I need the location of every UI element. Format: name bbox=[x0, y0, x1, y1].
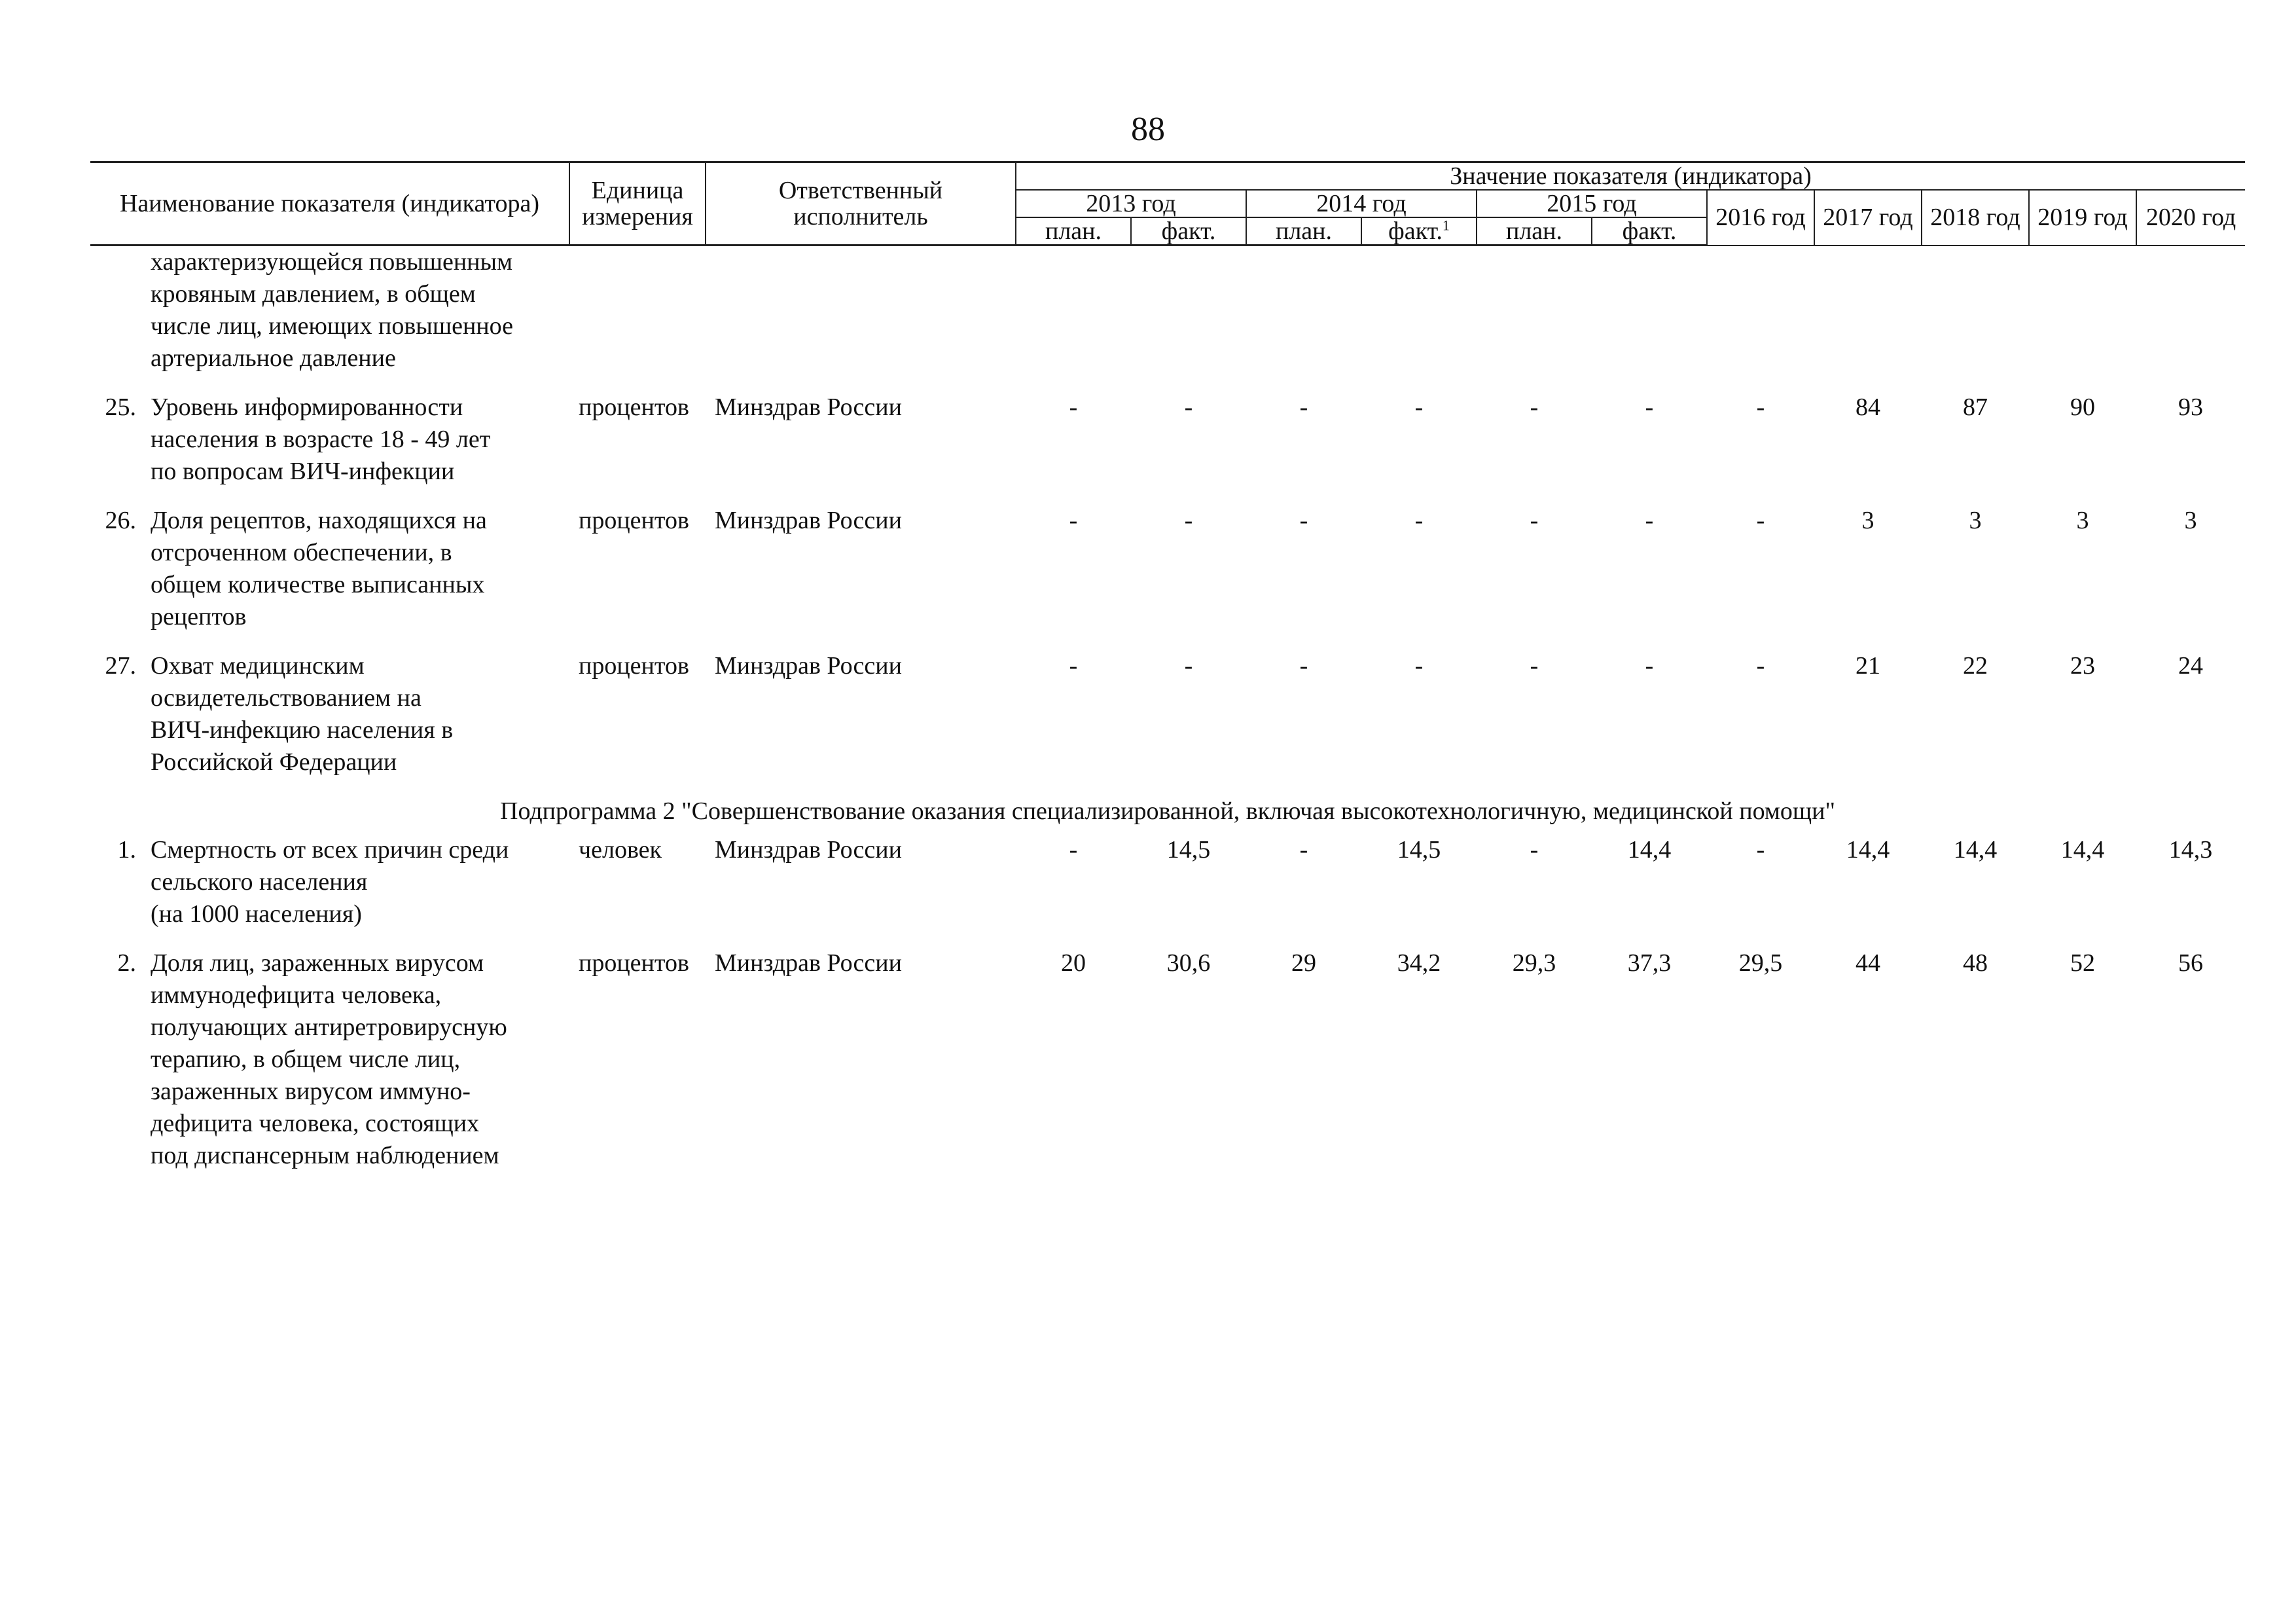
value-cell: 14,3 bbox=[2168, 836, 2213, 864]
value-cell: 93 bbox=[2178, 393, 2203, 421]
indicator-name-line: (на 1000 населения) bbox=[151, 900, 362, 928]
value-cell: 14,5 bbox=[1166, 836, 1211, 864]
footnote-marker: 1 bbox=[1442, 217, 1450, 234]
indicator-name-line: отсроченном обеспечении, в bbox=[151, 539, 452, 566]
indicator-name bbox=[151, 947, 569, 1189]
executor-cell bbox=[706, 246, 1016, 392]
table-row bbox=[90, 834, 2245, 947]
header-year-2015: 2015 год bbox=[1477, 190, 1707, 217]
value-cell bbox=[1131, 246, 1246, 392]
indicator-name-line: Российской Федерации bbox=[151, 748, 397, 776]
unit-cell: процентов bbox=[579, 393, 689, 421]
value-cell: 23 bbox=[2070, 652, 2095, 680]
value-cell: 3 bbox=[2184, 507, 2197, 534]
value-cell bbox=[1477, 246, 1592, 392]
table-row bbox=[90, 392, 2245, 505]
value-cell: - bbox=[1414, 507, 1424, 534]
unit-cell: процентов bbox=[579, 949, 689, 977]
indicator-name-line: получающих антиретровирусную bbox=[151, 1013, 507, 1041]
header-unit: Единица измерения bbox=[569, 162, 706, 246]
table-row bbox=[90, 947, 2245, 1189]
value-cell: - bbox=[1069, 652, 1078, 680]
indicator-name-line: Уровень информированности bbox=[151, 393, 463, 421]
header-value-group: Значение показателя (индикатора) bbox=[1016, 162, 2245, 191]
value-cell: 48 bbox=[1963, 949, 1988, 977]
unit-cell: процентов bbox=[579, 507, 689, 534]
table-row bbox=[90, 246, 2245, 392]
section-title: Подпрограмма 2 "Совершенствование оказания специализированной, включая высокотехнологичную, медицинской помощи" bbox=[500, 797, 1836, 825]
value-cell: 14,4 bbox=[1627, 836, 1672, 864]
value-cell: 90 bbox=[2070, 393, 2095, 421]
unit-cell: человек bbox=[579, 836, 662, 864]
indicators-table bbox=[90, 161, 2245, 1189]
indicator-name-line: артериальное давление bbox=[151, 344, 396, 372]
header-plan-2015: план. bbox=[1477, 217, 1592, 246]
value-cell: 22 bbox=[1963, 652, 1988, 680]
value-cell: 52 bbox=[2070, 949, 2095, 977]
value-cell: 14,4 bbox=[1953, 836, 1998, 864]
value-cell: - bbox=[1184, 652, 1193, 680]
indicator-name-line: сельского населения bbox=[151, 868, 368, 896]
value-cell bbox=[1016, 246, 1131, 392]
indicator-name-line: иммунодефицита человека, bbox=[151, 981, 442, 1009]
header-name: Наименование показателя (индикатора) bbox=[90, 162, 569, 246]
indicator-name-line: терапию, в общем числе лиц, bbox=[151, 1046, 461, 1073]
value-cell: - bbox=[1414, 393, 1424, 421]
executor-cell: Минздрав России bbox=[715, 393, 902, 421]
indicator-name-line: под диспансерным наблюдением bbox=[151, 1142, 499, 1169]
unit-cell bbox=[569, 246, 706, 392]
value-cell: 3 bbox=[1969, 507, 1982, 534]
header-fact-2014 bbox=[1361, 217, 1477, 246]
table-header bbox=[90, 162, 2245, 246]
value-cell: - bbox=[1299, 836, 1308, 864]
value-cell: 3 bbox=[2076, 507, 2089, 534]
header-year-2017: 2017 год bbox=[1814, 190, 1922, 246]
value-cell: - bbox=[1756, 836, 1765, 864]
table-row bbox=[90, 505, 2245, 650]
indicator-name-line: Охват медицинским bbox=[151, 652, 365, 680]
executor-cell: Минздрав России bbox=[715, 652, 902, 680]
row-number: 27. bbox=[105, 652, 136, 680]
row-number: 1. bbox=[117, 836, 136, 864]
value-cell: 14,4 bbox=[2060, 836, 2105, 864]
value-cell: - bbox=[1645, 652, 1654, 680]
value-cell bbox=[1592, 246, 1707, 392]
header-fact-2014-label: факт. bbox=[1388, 217, 1443, 245]
value-cell: 14,5 bbox=[1397, 836, 1441, 864]
executor-cell: Минздрав России bbox=[715, 836, 902, 864]
value-cell bbox=[2136, 246, 2245, 392]
indicator-name-line: Доля рецептов, находящихся на bbox=[151, 507, 487, 534]
value-cell: - bbox=[1645, 393, 1654, 421]
header-plan-2013: план. bbox=[1016, 217, 1131, 246]
value-cell bbox=[1814, 246, 1922, 392]
value-cell: - bbox=[1069, 836, 1078, 864]
value-cell: 30,6 bbox=[1166, 949, 1211, 977]
value-cell: 14,4 bbox=[1846, 836, 1890, 864]
indicator-name-line: общем количестве выписанных bbox=[151, 571, 485, 598]
row-number: 26. bbox=[105, 507, 136, 534]
indicator-name-line: Доля лиц, зараженных вирусом bbox=[151, 949, 484, 977]
value-cell: 29,3 bbox=[1512, 949, 1556, 977]
indicator-name-line: зараженных вирусом иммуно- bbox=[151, 1078, 471, 1105]
indicator-name-line: числе лиц, имеющих повышенное bbox=[151, 312, 513, 340]
value-cell: 34,2 bbox=[1397, 949, 1441, 977]
header-year-2018: 2018 год bbox=[1922, 190, 2029, 246]
indicator-name-line: по вопросам ВИЧ-инфекции bbox=[151, 458, 455, 485]
value-cell: - bbox=[1530, 836, 1539, 864]
row-number: 25. bbox=[105, 393, 136, 421]
value-cell: - bbox=[1414, 652, 1424, 680]
indicator-name bbox=[151, 650, 569, 795]
header-year-2019: 2019 год bbox=[2029, 190, 2136, 246]
value-cell: 84 bbox=[1856, 393, 1880, 421]
value-cell: - bbox=[1299, 652, 1308, 680]
value-cell bbox=[1707, 246, 1814, 392]
value-cell bbox=[1922, 246, 2029, 392]
header-fact-2015: факт. bbox=[1592, 217, 1707, 246]
value-cell: 37,3 bbox=[1627, 949, 1672, 977]
value-cell: - bbox=[1756, 652, 1765, 680]
value-cell: - bbox=[1530, 507, 1539, 534]
indicator-name bbox=[151, 392, 569, 505]
page-number: 88 bbox=[1131, 111, 1165, 148]
header-year-2014: 2014 год bbox=[1246, 190, 1477, 217]
header-plan-2014: план. bbox=[1246, 217, 1361, 246]
header-year-2013: 2013 год bbox=[1016, 190, 1246, 217]
value-cell: 3 bbox=[1861, 507, 1874, 534]
value-cell: - bbox=[1299, 507, 1308, 534]
value-cell: - bbox=[1645, 507, 1654, 534]
row-number: 2. bbox=[117, 949, 136, 977]
header-year-2020: 2020 год bbox=[2136, 190, 2245, 246]
section-row bbox=[90, 795, 2245, 834]
header-fact-2013: факт. bbox=[1131, 217, 1246, 246]
value-cell: - bbox=[1530, 393, 1539, 421]
value-cell: 20 bbox=[1061, 949, 1086, 977]
value-cell: 24 bbox=[2178, 652, 2203, 680]
executor-cell: Минздрав России bbox=[715, 949, 902, 977]
value-cell: - bbox=[1530, 652, 1539, 680]
value-cell bbox=[1246, 246, 1361, 392]
value-cell bbox=[1361, 246, 1477, 392]
value-cell: 29 bbox=[1291, 949, 1316, 977]
indicator-name-line: ВИЧ-инфекцию населения в bbox=[151, 716, 454, 744]
indicator-name-line: характеризующейся повышенным bbox=[151, 248, 513, 276]
value-cell: - bbox=[1069, 393, 1078, 421]
indicator-name bbox=[151, 505, 569, 650]
indicator-name-line: населения в возрасте 18 - 49 лет bbox=[151, 426, 491, 453]
indicator-name bbox=[151, 246, 569, 392]
value-cell: 56 bbox=[2178, 949, 2203, 977]
value-cell: - bbox=[1299, 393, 1308, 421]
value-cell: - bbox=[1756, 507, 1765, 534]
value-cell: 44 bbox=[1856, 949, 1880, 977]
value-cell: - bbox=[1184, 507, 1193, 534]
value-cell bbox=[2029, 246, 2136, 392]
executor-cell: Минздрав России bbox=[715, 507, 902, 534]
indicator-name bbox=[151, 834, 569, 947]
value-cell: - bbox=[1756, 393, 1765, 421]
table-body bbox=[90, 246, 2245, 1190]
value-cell: 87 bbox=[1963, 393, 1988, 421]
table-row bbox=[90, 650, 2245, 795]
indicator-name-line: рецептов bbox=[151, 603, 247, 630]
value-cell: - bbox=[1069, 507, 1078, 534]
row-number bbox=[90, 246, 151, 392]
value-cell: 21 bbox=[1856, 652, 1880, 680]
value-cell: - bbox=[1184, 393, 1193, 421]
indicator-name-line: кровяным давлением, в общем bbox=[151, 280, 476, 308]
header-executor: Ответственный исполнитель bbox=[706, 162, 1016, 246]
indicator-name-line: Смертность от всех причин среди bbox=[151, 836, 509, 864]
indicator-name-line: освидетельствованием на bbox=[151, 684, 422, 712]
indicator-name-line: дефицита человека, состоящих bbox=[151, 1110, 480, 1137]
value-cell: 29,5 bbox=[1738, 949, 1783, 977]
unit-cell: процентов bbox=[579, 652, 689, 680]
header-year-2016: 2016 год bbox=[1707, 190, 1814, 246]
